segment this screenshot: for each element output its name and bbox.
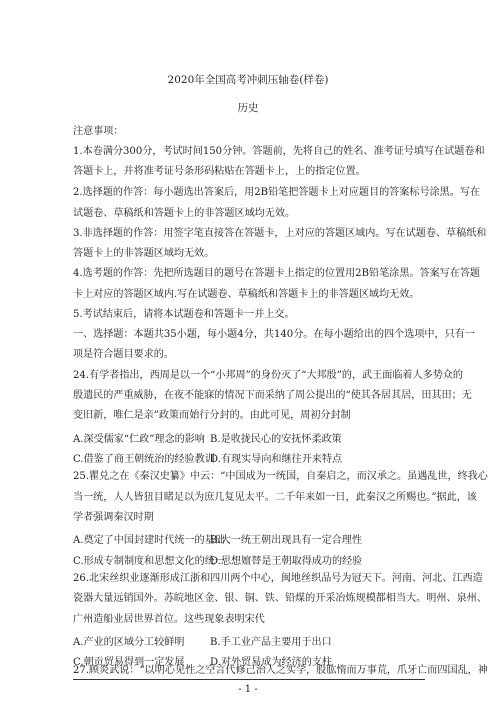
note-line: 答题卡上，并将准考证号条形码粘贴在答题卡上，上的指定位置。 <box>73 166 366 177</box>
question-stem: 24.有学者指出，西周是以一个“小邦周”的身份灭了“大邦殷”的，武王面临着人多势众的 <box>73 370 463 381</box>
question-stem: 变旧新，唯仁是亲”政策而始行分封的。由此可见，周初分封制 <box>73 410 351 421</box>
option-a: A.深受儒家“仁政”理念的影响 <box>73 434 205 445</box>
section-heading-cont: 项是符合题目要求的。 <box>73 349 174 360</box>
option-a: A.奠定了中国封建时代统一的基础 <box>73 535 225 546</box>
footer-rule <box>73 679 425 680</box>
question-stem: 当一统，人人皆狃目睹足以为庶几复见太平。二千年来如一日，此秦汉之所赐也。”据此，该 <box>73 492 477 503</box>
section-heading: 一、选择题：本题共35小题，每小题4分，共140分。在每小题给出的四个选项中，只有一 <box>73 329 475 340</box>
question-stem: 殷遗民的严重威胁，在夜不能寐的情况下而采纳了周公提出的“使其各居其居，田其田；无 <box>73 390 472 401</box>
question-stem: 27.顾炎武说：“以明心见性之空言代修己治人之实学，股肱惰而万事荒，爪牙亡而四国乱，神 <box>73 665 488 676</box>
note-line: 4.选考题的作答：先把所选题目的题号在答题卡上指定的位置用2B铅笔涂黑。答案写在答题 <box>73 268 481 279</box>
question-stem: 25.瞿兑之在《秦汉史纂》中云：“中国成为一统国，自秦启之，而汉承之。虽遇乱世，终我心 <box>73 471 488 482</box>
option-b: B.手工业产品主要用于出口 <box>210 637 332 648</box>
option-d: D.对外贸易成为经济的支柱 <box>210 657 332 668</box>
option-c: C.借鉴了商王朝统治的经验教训 <box>73 454 215 465</box>
question-stem: 瓷器大量远销国外。苏皖地区金、银、铜、铁、铅煤的开采冶炼规模都相当大。明州、泉州、 <box>73 593 487 604</box>
option-c: C.朝贡贸易得到一定发展 <box>73 657 185 668</box>
option-d: D.有现实导向和继往开来特点 <box>210 454 343 465</box>
option-d: D.思想嬗替是王朝取得成功的经验 <box>210 556 363 567</box>
option-b: B.是收拢民心的安抚怀柔政策 <box>210 434 342 445</box>
exam-title: 2020年全国高考冲刺压轴卷(样卷) <box>167 74 329 86</box>
option-c: C.形成专制制度和思想文化的统一 <box>73 556 225 567</box>
question-stem: 广州造船业居世界首位。这些现象表明宋代 <box>73 614 265 625</box>
question-stem: 学者强调秦汉时期 <box>73 512 154 523</box>
note-line: 5.考试结束后，请将本试题卷和答题卡一并上交。 <box>73 309 295 320</box>
notes-heading: 注意事项： <box>73 126 124 137</box>
question-stem: 26.北宋丝织业逐渐形成江浙和四川两个中心，闽地丝织品号为冠天下。河南、河北、江西造 <box>73 573 483 584</box>
subject-title: 历史 <box>237 102 259 114</box>
option-b: B.大一统王朝出现具有一定合理性 <box>210 535 362 546</box>
note-line: 答题卡上的非答题区域均无效。 <box>73 248 215 259</box>
note-line: 试题卷、草稿纸和答题卡上的非答题区域均无效。 <box>73 208 296 219</box>
note-line: 2.选择题的作答：每小题选出答案后，用2B铅笔把答题卡上对应题目的答案标号涂黑。写在 <box>73 187 481 198</box>
page-number: - 1 - <box>238 684 258 695</box>
note-line: 卡上对应的答题区域内.写在试题卷、草稿纸和答题卡上的非答题区域均无效。 <box>73 289 420 300</box>
note-line: 1.本卷满分300分，考试时间150分钟。答题前，先将自己的姓名、准考证号填写在试题卷和 <box>73 146 485 157</box>
option-a: A.产业的区域分工较鲜明 <box>73 637 185 648</box>
note-line: 3.非选择题的作答：用签字笔直接答在答题卡，上对应的答题区域内。写在试题卷、草稿纸和 <box>73 228 487 239</box>
